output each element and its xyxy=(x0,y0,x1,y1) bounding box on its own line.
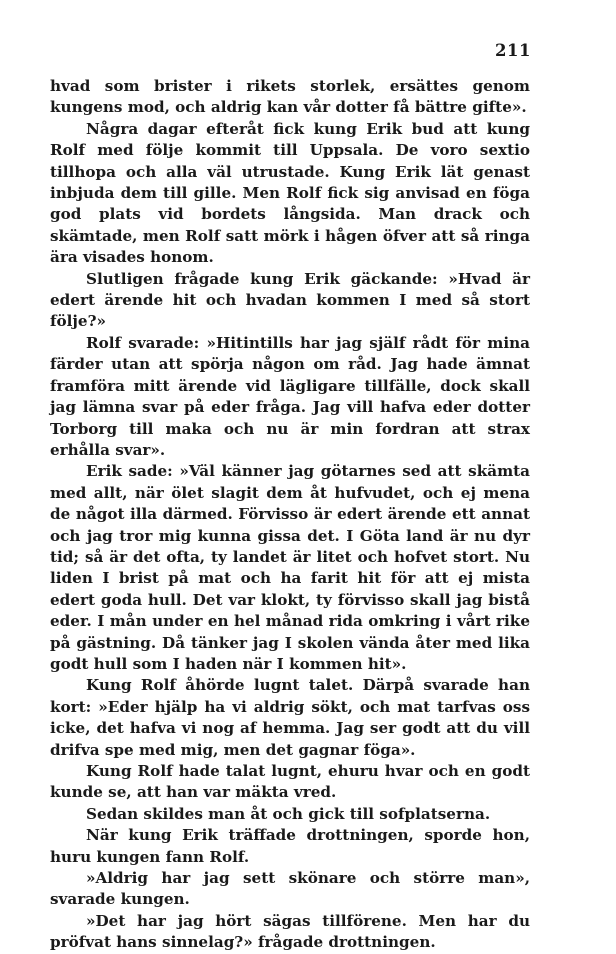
paragraph-4: Rolf svarade: »Hitintills har jag själf rådt för mina färder utan att spörja någon om råd. Jag hade ämnat framföra mitt ärende vid lägligare tillfälle, dock skall jag lämna svar på eder fråga. Jag vill hafva eder dotter Torborg till maka och nu är min fordran att strax erhålla svar». xyxy=(50,333,530,459)
paragraph-2: Några dagar efteråt fick kung Erik bud att kung Rolf med följe kommit till Uppsala. De voro sextio tillhopa och alla väl utrustade. Kung Erik lät genast inbjuda dem till gille. Men Rolf fick sig anvisad en föga god plats vid bordets långsida. Man drack och skämtade, men Rolf satt mörk i hågen öfver att så ringa ära visades honom. xyxy=(50,119,530,267)
page-number: 211 xyxy=(495,41,531,60)
paragraph-9: När kung Erik träffade drottningen, sporde hon, huru kungen fann Rolf. xyxy=(50,826,530,866)
paragraph-7: Kung Rolf hade talat lugnt, ehuru hvar och en godt kunde se, att han var mäkta vred. xyxy=(50,762,530,802)
paragraph-8: Sedan skildes man åt och gick till sofplatserna. xyxy=(86,804,491,823)
paragraph-10: »Aldrig har jag sett skönare och större man», svarade kungen. xyxy=(50,869,530,909)
body-text xyxy=(50,76,530,954)
paragraph-6: Kung Rolf åhörde lugnt talet. Därpå svarade han kort: »Eder hjälp ha vi aldrig sökt, och mat tarfvas oss icke, det hafva vi nog af hemma. Jag ser godt att du vill drifva spe med mig, men det gagnar föga». xyxy=(50,676,530,759)
paragraph-1: hvad som brister i rikets storlek, ersättes genom kungens mod, och aldrig kan vår dotter få bättre gifte». xyxy=(50,77,530,117)
paragraph-5: Erik sade: »Väl känner jag götarnes sed att skämta med allt, när ölet slagit dem åt hufvudet, och ej mena de något illa därmed. Förvisso är edert ärende ett annat och jag tror mig kunna gissa det. I Göta land är nu dyr tid; så är det ofta, ty landet är litet och hofvet stort. Nu liden I brist på mat och ha farit hit för att ej mista edert goda hull. Det var klokt, ty förvisso skall jag bistå eder. I mån under en hel månad rida omkring i vårt rike på gästning. Då tänker jag I skolen vända åter med lika godt hull som I haden när I kommen hit». xyxy=(50,462,530,673)
paragraph-3: Slutligen frågade kung Erik gäckande: »Hvad är edert ärende hit och hvadan kommen I med så stort följe?» xyxy=(50,269,530,331)
paragraph-11: »Det har jag hört sägas tillförene. Men har du pröfvat hans sinnelag?» frågade drottningen. xyxy=(50,911,530,952)
